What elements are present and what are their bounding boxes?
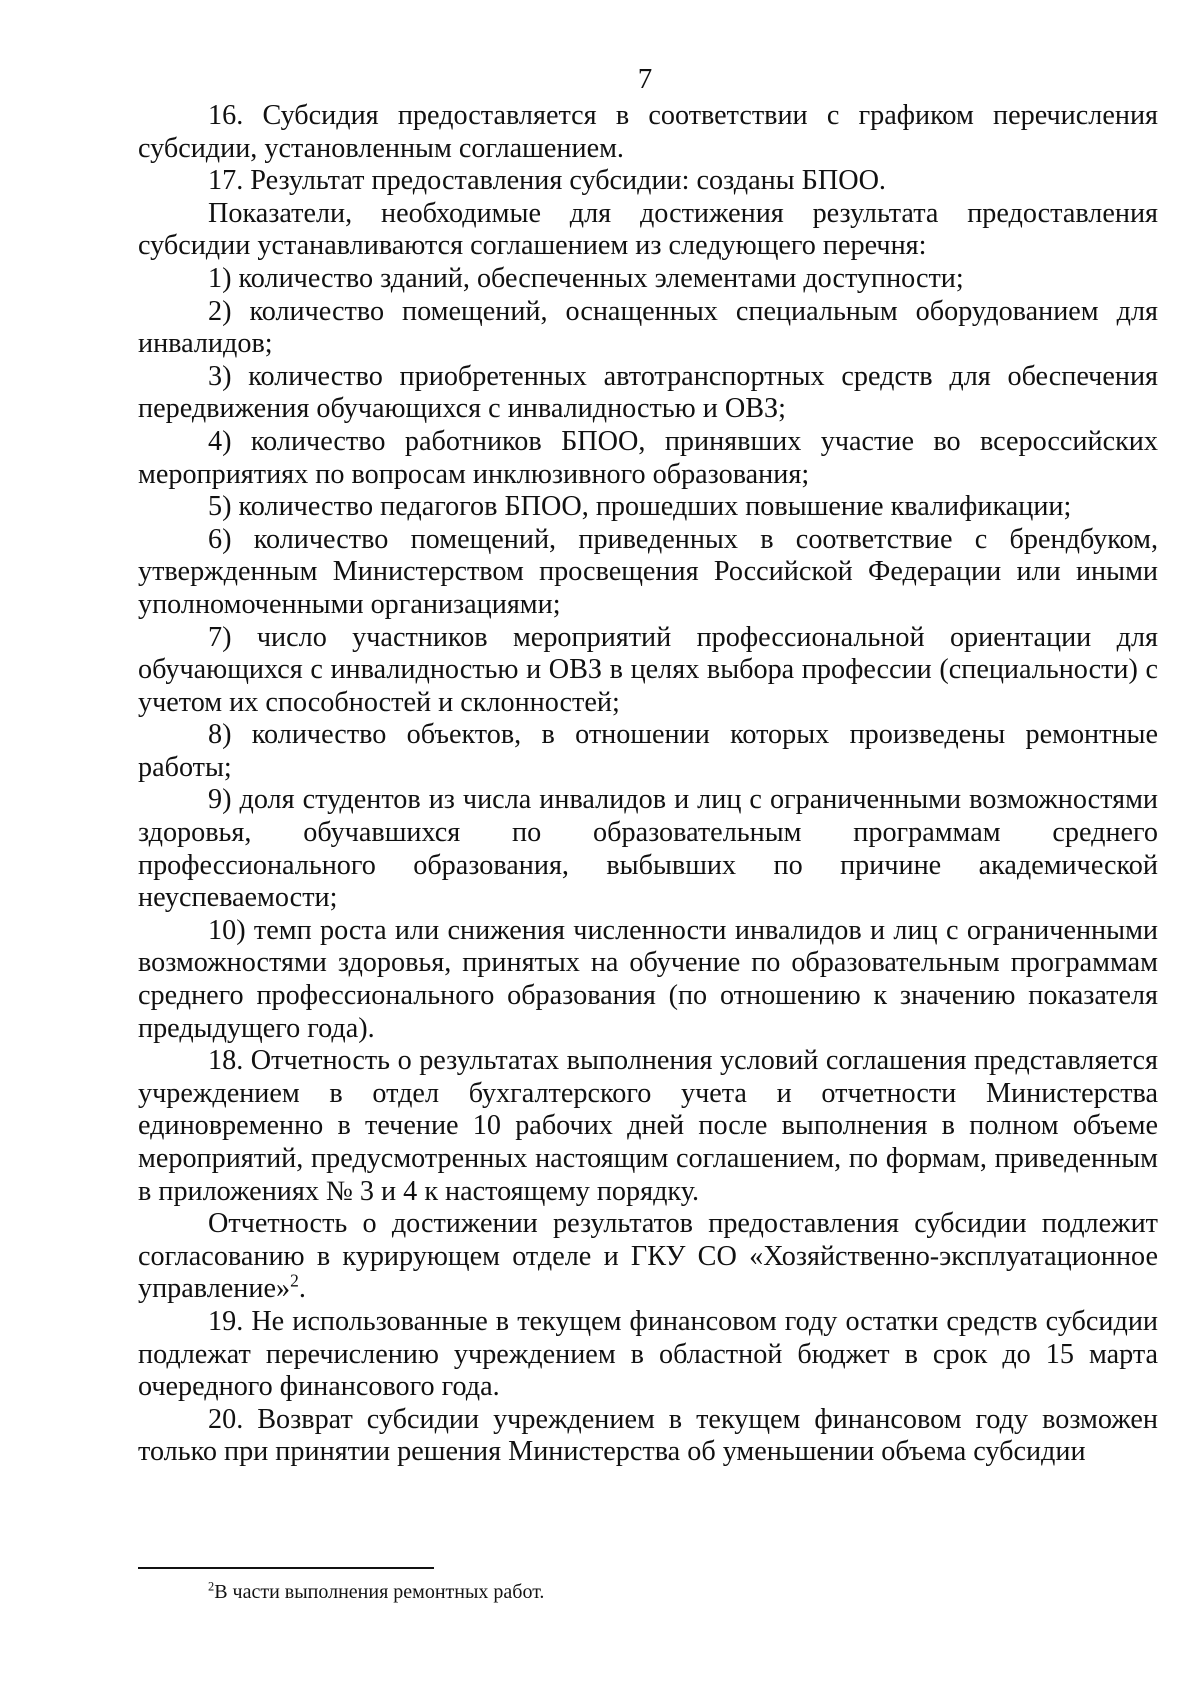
footnote-marker: 2 (208, 1579, 215, 1594)
indicators-intro: Показатели, необходимые для достижения результата предоставления субсидии устанавливаются соглашением из следующего перечня: (138, 197, 1158, 262)
reporting-approval-end: . (298, 1273, 306, 1305)
indicator-item-3: 3) количество приобретенных автотранспортных средств для обеспечения передвижения обучающихся с инвалидностью и ОВЗ; (138, 360, 1158, 425)
footnote-reference: 2 (290, 1270, 299, 1291)
footnote-divider (138, 1567, 434, 1569)
paragraph-20: 20. Возврат субсидии учреждением в текущем финансовом году возможен только при принятии решения Министерства об уменьшении объема субсидии (138, 1403, 1158, 1468)
paragraph-19: 19. Не использованные в текущем финансовом году остатки средств субсидии подлежат перечислению учреждением в областной бюджет в срок до 15 марта очередного финансового года. (138, 1305, 1158, 1403)
page-number: 7 (637, 63, 653, 95)
paragraph-16: 16. Субсидия предоставляется в соответствии с графиком перечисления субсидии, установленным соглашением. (138, 100, 1158, 164)
indicator-item-4: 4) количество работников БПОО, принявших участие во всероссийских мероприятиях по вопросам инклюзивного образования; (138, 425, 1158, 490)
document-body (138, 100, 1158, 1469)
paragraph-18: 18. Отчетность о результатах выполнения условий соглашения представляется учреждением в отдел бухгалтерского учета и отчетности Министерства единовременно в течение 10 рабочих дней после выполнения в полном объеме мероприятий, предусмотренных настоящим соглашением, по формам, приведенным в приложениях № 3 и 4 к настоящему порядку. (138, 1045, 1158, 1207)
indicator-item-8: 8) количество объектов, в отношении которых произведены ремонтные работы; (138, 719, 1158, 783)
indicator-item-9: 9) доля студентов из числа инвалидов и лиц с ограниченными возможностями здоровья, обучавшихся по образовательным программам среднего профессионального образования, выбывших по причине академической неуспеваемости; (138, 784, 1158, 914)
indicator-item-1: 1) количество зданий, обеспеченных элементами доступности; (208, 262, 964, 294)
paragraph-reporting-approval (138, 1208, 1158, 1306)
paragraph-17: 17. Результат предоставления субсидии: созданы БПОО. (208, 165, 886, 197)
indicator-item-2: 2) количество помещений, оснащенных специальным оборудованием для инвалидов; (138, 295, 1158, 360)
indicator-item-10: 10) темп роста или снижения численности инвалидов и лиц с ограниченными возможностями здоровья, принятых на обучение по образовательным программам среднего профессионального образования (по отношению к значению показателя предыдущего года). (138, 914, 1158, 1044)
footnote (208, 1579, 1108, 1605)
footnote-text: В части выполнения ремонтных работ. (214, 1581, 545, 1603)
indicator-item-5: 5) количество педагогов БПОО, прошедших повышение квалификации; (208, 491, 1072, 523)
indicator-item-7: 7) число участников мероприятий профессиональной ориентации для обучающихся с инвалидностью и ОВЗ в целях выбора профессии (специальности) с учетом их способностей и склонностей; (138, 621, 1158, 718)
indicator-item-6: 6) количество помещений, приведенных в соответствие с брендбуком, утвержденным Министерством просвещения Российской Федерации или иными уполномоченными организациями; (138, 523, 1158, 620)
reporting-approval-text: Отчетность о достижении результатов предоставления субсидии подлежит согласованию в курирующем отделе и ГКУ СО «Хозяйственно-эксплуатационное управление» (138, 1208, 1158, 1305)
